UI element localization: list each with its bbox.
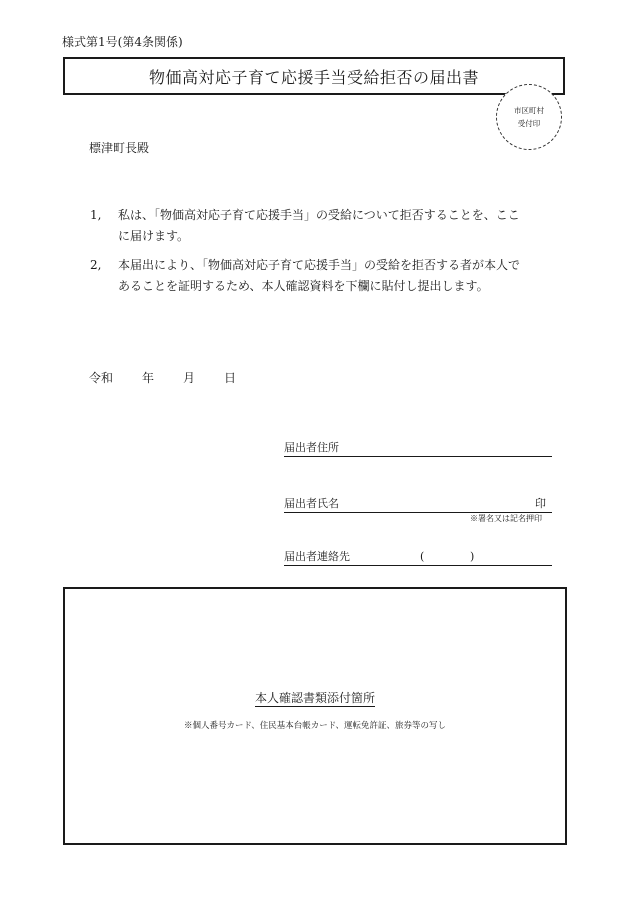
attachment-note: ※個人番号カード、住民基本台帳カード、運転免許証、旅券等の写し [184, 721, 446, 731]
paren-open: ( [420, 550, 425, 563]
stamp-label-line2: 受付印 [517, 119, 541, 128]
clause-text-line: あることを証明するため、本人確認資料を下欄に貼付し提出します。 [118, 279, 489, 293]
attachment-title: 本人確認書類添付箇所 [254, 691, 375, 705]
seal-mark: 印 [535, 497, 546, 510]
stamp-label-line1: 市区町村 [514, 106, 544, 115]
date-line [89, 369, 236, 386]
form-title: 物価高対応子育て応援手当受給拒否の届出書 [148, 67, 479, 87]
form-number: 様式第1号(第4条関係) [62, 35, 183, 49]
clause-text-line: 本届出により、「物価高対応子育て応援手当」の受給を拒否する者が本人で [118, 258, 521, 272]
signature-note: ※署名又は記名押印 [470, 514, 542, 523]
reception-stamp-area [496, 84, 562, 150]
contact-field[interactable] [284, 550, 552, 566]
name-field[interactable] [284, 497, 552, 513]
paren-close: ) [470, 550, 475, 563]
clause-number: 1, [90, 208, 102, 222]
clause-number: 2, [90, 258, 102, 272]
form-title-box [63, 57, 565, 95]
clause-2 [90, 255, 580, 297]
date-era: 令和 [89, 371, 114, 385]
date-year: 年 [142, 371, 155, 385]
address-label: 届出者住所 [284, 441, 339, 454]
address-field[interactable] [284, 441, 552, 457]
clause-1 [90, 205, 580, 247]
id-attachment-box [63, 587, 567, 845]
name-label: 届出者氏名 [284, 497, 339, 510]
date-month: 月 [183, 371, 196, 385]
addressee: 標津町長殿 [89, 141, 150, 155]
clause-text-line: 私は、「物価高対応子育て応援手当」の受給について拒否することを、ここ [118, 208, 520, 222]
date-day: 日 [224, 371, 237, 385]
clause-text-line: に届けます。 [118, 229, 190, 243]
contact-label: 届出者連絡先 [284, 550, 350, 563]
